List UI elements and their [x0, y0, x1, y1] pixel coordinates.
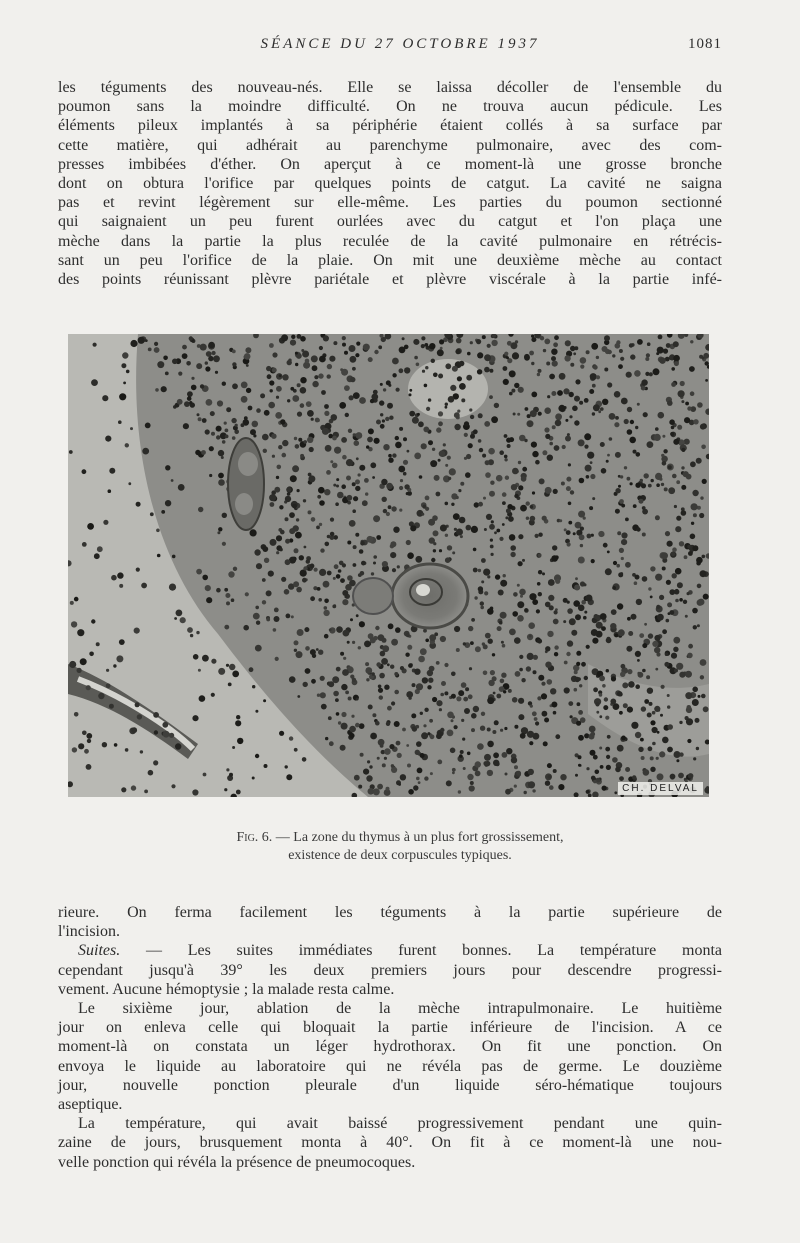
running-head [0, 36, 800, 58]
micrograph-figure [68, 334, 709, 797]
bottom-text [58, 903, 722, 1172]
text-line: les téguments des nouveau-nés. Elle se laissa décoller de l'ensemble du [58, 79, 722, 96]
suites-label: Suites. [78, 942, 121, 960]
figure-caption [58, 829, 742, 865]
running-title: SÉANCE DU 27 OCTOBRE 1937 [260, 36, 540, 52]
text-line: vement. Aucune hémoptysie ; la malade resta calme. [58, 980, 395, 998]
text-line: rieure. On ferma facilement les téguments à la partie supérieure de [58, 904, 722, 921]
text-line: qui saignaient un peu furent ourlées avec du catgut et l'on plaça une [58, 213, 722, 231]
text-line: pas et revint légèrement sur elle-même. Les parties du poumon sectionné [58, 194, 722, 212]
caption-line-1: Fig. 6. — La zone du thymus à un plus fort grossissement, [236, 830, 564, 845]
text-line: aseptique. [58, 1096, 123, 1114]
text-line: envoya le liquide au laboratoire qui ne révéla pas de germe. Le douzième [58, 1057, 722, 1075]
text-line: presses imbibées d'éther. On aperçut à ce moment-là une grosse bronche [58, 155, 722, 173]
text-line: mèche dans la partie la plus reculée de la cavité pulmonaire en rétrécis- [58, 232, 722, 250]
text-line: l'incision. [58, 923, 120, 941]
top-paragraph [58, 78, 722, 289]
text-line: cependant jusqu'à 39° les deux premiers jours pour descendre progressi- [58, 961, 722, 979]
micrograph-image [68, 334, 709, 797]
text-line: éléments pileux implantés à sa périphérie étaient collés à sa surface par [58, 117, 722, 135]
text-line: velle ponction qui révéla la présence de pneumocoques. [58, 1153, 416, 1171]
text-line: des points réunissant plèvre pariétale et plèvre viscérale à la partie infé- [58, 271, 722, 289]
figure-label: Fig. 6. [236, 830, 273, 845]
text-line: cette matière, qui adhérait au parenchyme pulmonaire, avec des com- [58, 136, 722, 154]
caption-line-2: existence de deux corpuscules typiques. [288, 848, 512, 863]
text-line: sant un peu l'orifice de la plaie. On mit une deuxième mèche au contact [58, 251, 722, 269]
text-line: dont on obtura l'orifice par quelques points de catgut. La cavité ne saigna [58, 175, 722, 193]
text-line: zaine de jours, brusquement monta à 40°. On fit à ce moment-là une nou- [58, 1134, 722, 1152]
text-line: moment-là on constata un léger hydrothorax. On fit une ponction. On [58, 1038, 722, 1056]
photo-credit: CH. DELVAL [618, 782, 703, 795]
page-number: 1081 [688, 36, 722, 52]
text-line: Le sixième jour, ablation de la mèche intrapulmonaire. Le huitième [78, 1000, 722, 1018]
text-line: La température, qui avait baissé progressivement pendant une quin- [78, 1115, 722, 1133]
text-line: Suites. — Les suites immédiates furent bonnes. La température monta [78, 942, 722, 960]
text-line: poumon sans la moindre difficulté. On ne trouva aucun pédicule. Les [58, 98, 722, 116]
text-line: jour, nouvelle ponction pleurale d'un liquide séro-hématique toujours [58, 1076, 722, 1094]
text-line: jour on enleva celle qui bloquait la partie inférieure de l'incision. A ce [58, 1019, 722, 1037]
